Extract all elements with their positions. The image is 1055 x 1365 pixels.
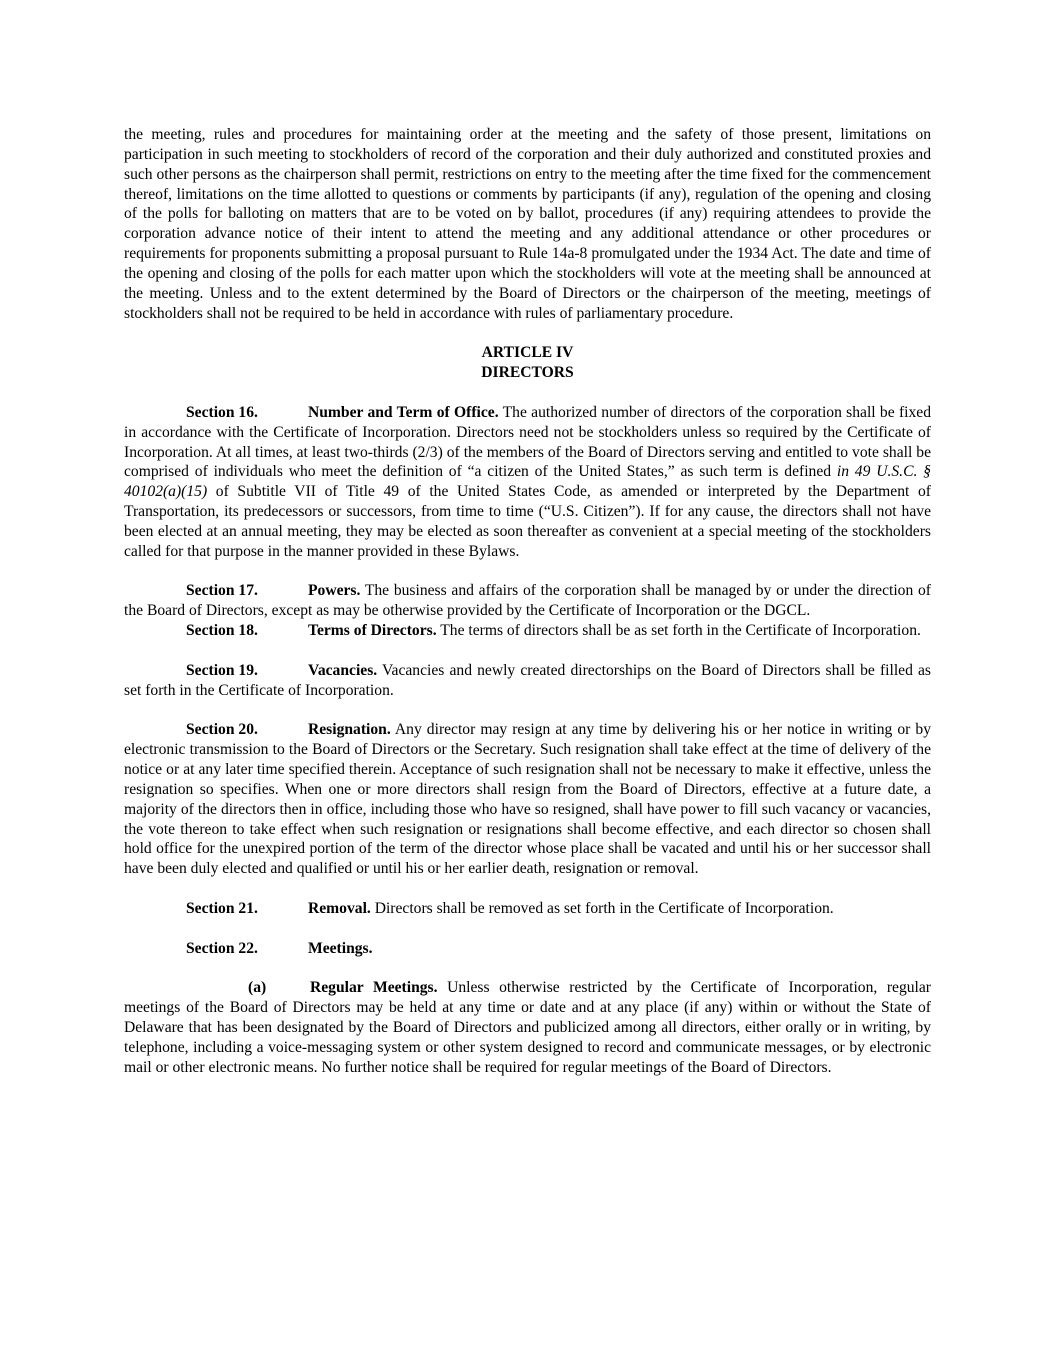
section-title: Powers. [308, 582, 361, 600]
section-text: Vacancies and newly created directorships on the Board of Directors shall be filled as set forth in the Certificate of Incorporation. [124, 661, 931, 699]
section-number: Section 19. [186, 661, 258, 679]
section-20 [124, 720, 931, 879]
section-title: Meetings. [308, 939, 373, 957]
subsection-text: Unless otherwise restricted by the Certificate of Incorporation, regular meetings of the Board of Directors may be held at any time or date and at any place (if any) within or without the State of Delaware that has been designated by the Board of Directors and publicized among all directors, either orally or in writing, by telephone, including a voice-messaging system or other system designed to record and communicate messages, or by electronic mail or other electronic means. No further notice shall be required for regular meetings of the Board of Directors. [124, 979, 932, 1076]
section-text: Any director may resign at any time by delivering his or her notice in writing or by electronic transmission to the Board of Directors or the Secretary. Such resignation shall take effect at the time of delivery of the notice or at any later time specified therein. Acceptance of such resignation shall not be necessary to make it effective, unless the resignation so specifies. When one or more directors shall resign from the Board of Directors, effective at a future date, a majority of the directors then in office, including those who have so resigned, shall have power to fill such vacancy or vacancies, the vote thereon to take effect when such resignation or resignations shall become effective, and each director so chosen shall hold office for the unexpired portion of the term of the director whose place shall be vacated and until his or her successor shall have been duly elected and qualified or until his or her earlier death, resignation or removal. [124, 721, 931, 878]
section-number: Section 17. [186, 582, 258, 600]
section-text: The authorized number of directors of the corporation shall be fixed in accordance with the Certificate of Incorporation. Directors need not be stockholders unless so required by the Certificate of Incorporation. At all times, at least two-thirds (2/3) of the members of the Board of Directors serving and entitled to vote shall be comprised of individuals who meet the definition of “a citizen of the United States,” as such term is defined [124, 403, 931, 481]
article-number: ARTICLE IV [481, 344, 574, 362]
section-22 [124, 939, 931, 959]
article-heading [124, 343, 931, 383]
section-title: Resignation. [308, 721, 391, 739]
document-page [124, 125, 931, 1078]
section-16 [124, 403, 931, 562]
section-text-continued: of Subtitle VII of Title 49 of the United States Code, as amended or interpreted by the Department of Transportation, its predecessors or successors, from time to time (“U.S. Citizen”). If for any cause, the directors shall not have been elected at an annual meeting, they may be elected as soon thereafter as convenient at a special meeting of the stockholders called for that purpose in the manner provided in these Bylaws. [124, 483, 931, 560]
subsection-title: Regular Meetings. [310, 979, 438, 997]
section-text: Directors shall be removed as set forth in the Certificate of Incorporation. [370, 899, 834, 917]
section-text: The business and affairs of the corporation shall be managed by or under the direction of the Board of Directors, except as may be otherwise provided by the Certificate of Incorporation or the DGCL. [124, 582, 931, 620]
section-number: Section 22. [186, 939, 258, 957]
section-18 [124, 621, 931, 641]
section-number: Section 16. [186, 403, 258, 421]
section-22-a [124, 978, 931, 1077]
section-title: Terms of Directors. [308, 622, 437, 640]
section-number: Section 18. [186, 622, 258, 640]
section-text: The terms of directors shall be as set forth in the Certificate of Incorporation. [436, 622, 921, 640]
section-title: Removal. [308, 899, 371, 917]
subsection-number: (a) [248, 979, 267, 997]
section-title: Vacancies. [308, 661, 378, 679]
intro-paragraph: the meeting, rules and procedures for maintaining order at the meeting and the safety of those present, limitations on participation in such meeting to stockholders of record of the corporation and their duly authorized and constituted proxies and such other persons as the chairperson shall permit, restrictions on entry to the meeting after the time fixed for the commencement thereof, limitations on the time allotted to questions or comments by participants (if any), regulation of the opening and closing of the polls for balloting on matters that are to be voted on by ballot, procedures (if any) requiring attendees to provide the corporation advance notice of their intent to attend the meeting and any additional attendance or other procedures or requirements for proponents submitting a proposal pursuant to Rule 14a-8 promulgated under the 1934 Act. The date and time of the opening and closing of the polls for each matter upon which the stockholders will vote at the meeting shall be announced at the meeting. Unless and to the extent determined by the Board of Directors or the chairperson of the meeting, meetings of stockholders shall not be required to be held in accordance with rules of parliamentary procedure. [124, 126, 931, 322]
article-title: DIRECTORS [481, 364, 574, 382]
section-number: Section 21. [186, 899, 258, 917]
section-number: Section 20. [186, 721, 258, 739]
section-21 [124, 899, 931, 919]
section-19 [124, 661, 931, 701]
statute-citation: in 49 U.S.C. § 40102(a)(15) [124, 463, 931, 501]
section-title: Number and Term of Office. [308, 403, 499, 421]
section-17 [124, 581, 931, 621]
